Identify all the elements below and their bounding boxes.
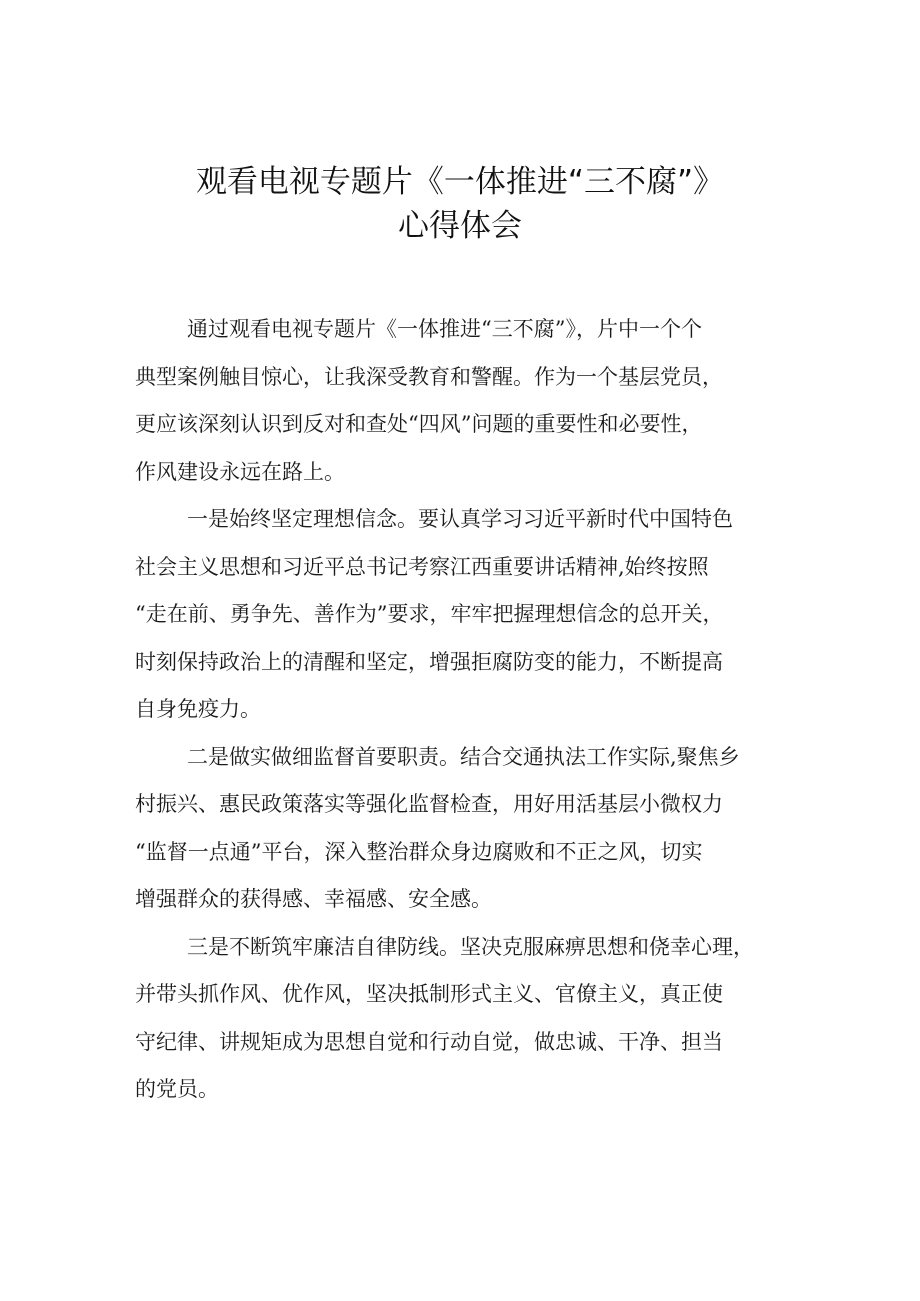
paragraph-line: 社会主义思想和习近平总书记考察江西重要讲话精神,始终按照 — [135, 554, 709, 579]
paragraph-line: 村振兴、惠民政策落实等强化监督检查，用好用活基层小微权力 — [135, 792, 723, 816]
paragraph-line: 守纪律、讲规矩成为思想自觉和行动自觉，做忠诚、干净、担当 — [135, 1029, 723, 1054]
document-body — [135, 306, 807, 1114]
paragraph-line: “走在前、勇争先、善作为”要求，牢牢把握理想信念的总开关， — [135, 602, 724, 626]
document-title — [0, 160, 920, 248]
paragraph-line: 通过观看电视专题片《一体推进“三不腐”》，片中一个个 — [187, 317, 702, 341]
paragraph-line: 增强群众的获得感、幸福感、安全感。 — [135, 887, 492, 911]
paragraph-line: 自身免疫力。 — [135, 697, 261, 721]
paragraph-line: 典型案例触目惊心，让我深受教育和警醒。作为一个基层党员， — [135, 364, 723, 389]
paragraph-3 — [135, 734, 807, 924]
paragraph-line: 更应该深刻认识到反对和查处“四风”问题的重要性和必要性， — [135, 412, 703, 436]
paragraph-2 — [135, 496, 807, 734]
paragraph-4 — [135, 924, 807, 1114]
title-line-2: 心得体会 — [398, 208, 522, 244]
paragraph-line: 一是始终坚定理想信念。要认真学习习近平新时代中国特色 — [187, 507, 733, 531]
paragraph-line: 时刻保持政治上的清醒和坚定，增强拒腐防变的能力，不断提高 — [135, 649, 723, 674]
paragraph-1 — [135, 306, 807, 496]
paragraph-line: 三是不断筑牢廉洁自律防线。坚决克服麻痹思想和侥幸心理， — [187, 934, 754, 959]
paragraph-line: 的党员。 — [135, 1077, 219, 1101]
title-line-1: 观看电视专题片《一体推进“三不腐”》 — [195, 164, 725, 200]
paragraph-line: 二是做实做细监督首要职责。结合交通执法工作实际,聚焦乡 — [187, 744, 740, 769]
paragraph-line: 并带头抓作风、优作风，坚决抵制形式主义、官僚主义，真正使 — [135, 982, 723, 1006]
paragraph-line: 作风建设永远在路上。 — [135, 459, 345, 484]
paragraph-line: “监督一点通”平台，深入整治群众身边腐败和不正之风，切实 — [135, 839, 703, 864]
